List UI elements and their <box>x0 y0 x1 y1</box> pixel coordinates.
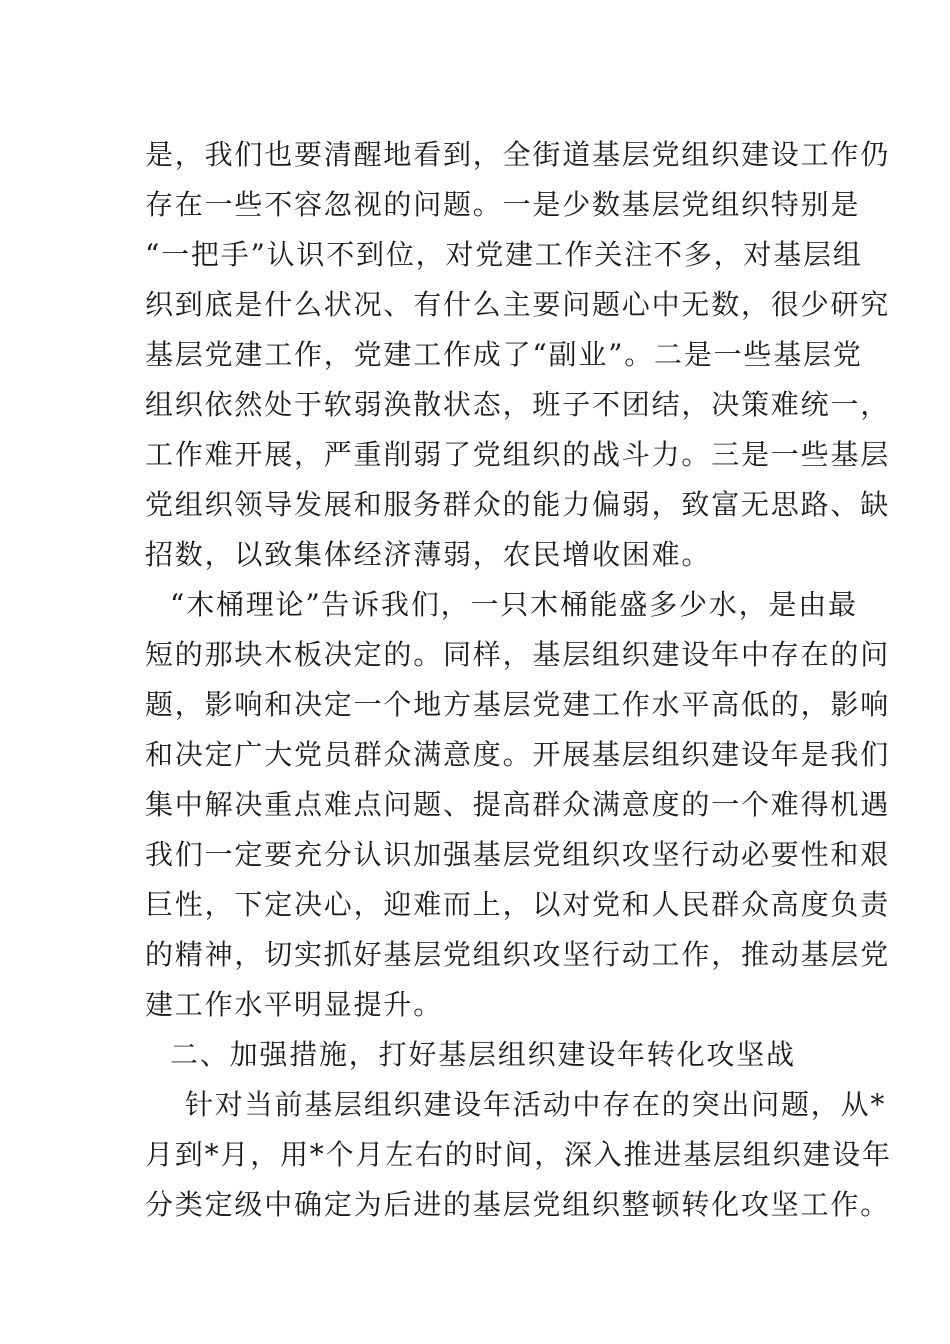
text-line: 基层党建工作，党建工作成了“副业”。二是一些基层党 <box>145 338 863 371</box>
text-line: 和决定广大党员群众满意度。开展基层组织建设年是我们 <box>145 738 891 771</box>
text-line: 巨性，下定决心，迎难而上，以对党和人民群众高度负责 <box>145 888 891 921</box>
text-line: 我们一定要充分认识加强基层党组织攻坚行动必要性和艰 <box>145 838 891 871</box>
text-line: 月到*月，用*个月左右的时间，深入推进基层组织建设年 <box>145 1138 892 1171</box>
text-line: 党组织领导发展和服务群众的能力偏弱，致富无思路、缺 <box>145 488 891 521</box>
text-line: 存在一些不容忽视的问题。一是少数基层党组织特别是 <box>145 188 861 221</box>
text-line: 题，影响和决定一个地方基层党建工作水平高低的，影响 <box>145 688 891 721</box>
paragraph-first-line: 针对当前基层组织建设年活动中存在的突出问题，从* <box>185 1088 887 1121</box>
text-line: “一把手”认识不到位，对党建工作关注不多，对基层组 <box>145 238 863 271</box>
text-line: 组织依然处于软弱涣散状态，班子不团结，决策难统一， <box>145 388 891 421</box>
text-line: 短的那块木板决定的。同样，基层组织建设年中存在的问 <box>145 638 891 671</box>
text-line: 分类定级中确定为后进的基层党组织整顿转化攻坚工作。 <box>145 1188 891 1221</box>
section-heading: 二、加强措施，打好基层组织建设年转化攻坚战 <box>170 1038 796 1071</box>
paragraph-first-line: “木桶理论”告诉我们，一只木桶能盛多少水，是由最 <box>170 588 858 621</box>
text-line: 招数，以致集体经济薄弱，农民增收困难。 <box>145 538 712 571</box>
text-line: 工作难开展，严重削弱了党组织的战斗力。三是一些基层 <box>145 438 891 471</box>
text-line: 集中解决重点难点问题、提高群众满意度的一个难得机遇 <box>145 788 891 821</box>
text-line: 建工作水平明显提升。 <box>145 988 444 1021</box>
text-line: 是，我们也要清醒地看到，全街道基层党组织建设工作仍 <box>145 138 891 171</box>
text-line: 织到底是什么状况、有什么主要问题心中无数，很少研究 <box>145 288 891 321</box>
text-line: 的精神，切实抓好基层党组织攻坚行动工作，推动基层党 <box>145 938 891 971</box>
